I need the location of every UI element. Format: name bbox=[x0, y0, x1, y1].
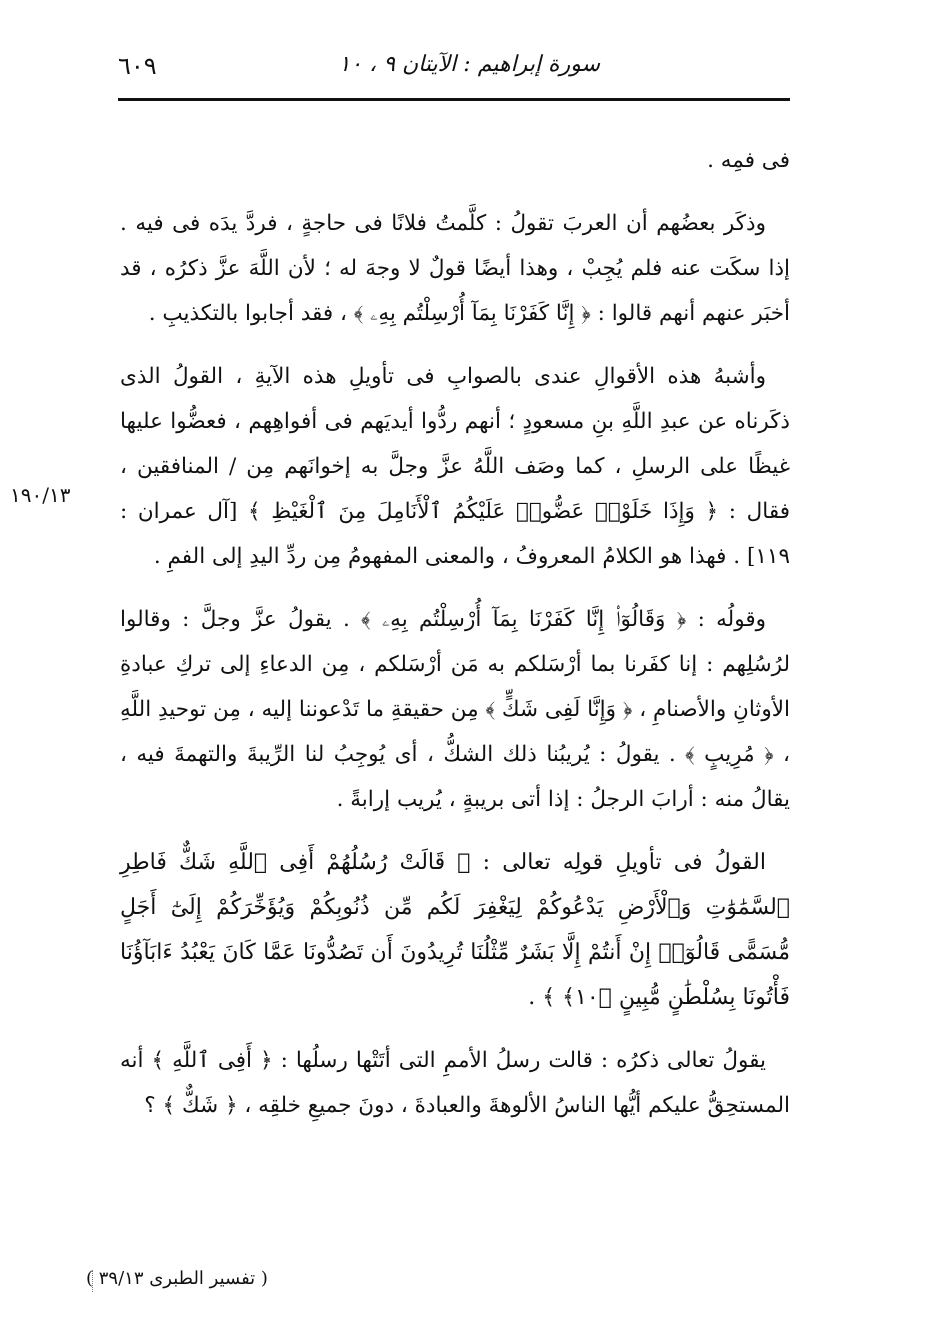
running-title: سورة إبراهيم : الآيتان ٩ ، ١٠ bbox=[338, 52, 600, 77]
page-header bbox=[118, 50, 790, 94]
page-number: ٦٠٩ bbox=[118, 52, 157, 80]
margin-reference: ١٩٠/١٣ bbox=[10, 483, 71, 507]
paragraph-2: وذكَر بعضُهم أن العربَ تقولُ : كلَّمتُ فلانًا فى حاجةٍ ، فردَّ يدَه فى فيه . إذا سكَت عنه فلم يُجِبْ ، وهذا أيضًا قولٌ لا وجهَ له ؛ لأن اللَّهَ عزَّ ذكرُه ، قد أخبَر عنهم أنهم قالوا : ﴿ إِنَّا كَفَرْنَا بِمَآ أُرْسِلْتُم بِهِۦ ﴾ ، فقد أجابوا بالتكذيبِ . bbox=[120, 211, 790, 326]
paragraph-1: فى فمِه . bbox=[707, 148, 790, 173]
footer-note: ( تفسير الطبرى ٣٩/١٣ ) bbox=[86, 1268, 268, 1289]
paragraph-5: القولُ فى تأويلِ قولِه تعالى : ﴿ قَالَتْ رُسُلُهُمْ أَفِى ٱللَّهِ شَكٌّ فَاطِرِ ٱلسَّمَٰوَٰتِ وَٱلْأَرْضِ يَدْعُوكُمْ لِيَغْفِرَ لَكُم مِّن ذُنُوبِكُمْ وَيُؤَخِّرَكُمْ إِلَىٰٓ أَجَلٍ مُّسَمًّى قَالُوٓا۟ إِنْ أَنتُمْ إِلَّا بَشَرٌ مِّثْلُنَا تُرِيدُونَ أَن تَصُدُّونَا عَمَّا كَانَ يَعْبُدُ ءَابَآؤُنَا فَأْتُونَا بِسُلْطَٰنٍ مُّبِينٍ ﴿١٠﴾ ﴾ . bbox=[120, 850, 790, 1010]
paragraph-6: يقولُ تعالى ذكرُه : قالت رسلُ الأممِ التى أتَتْها رسلُها : ﴿ أَفِى ٱللَّهِ ﴾ أنه المستحِقُّ عليكم أيُّها الناسُ الألوهةَ والعبادةَ ، دونَ جميعِ خلقِه ، ﴿ شَكٌّ ﴾ ؟ bbox=[120, 1048, 790, 1118]
header-divider bbox=[118, 98, 790, 101]
paragraph-3: وأشبهُ هذه الأقوالِ عندى بالصوابِ فى تأويلِ هذه الآيةِ ، القولُ الذى ذكَرناه عن عبدِ اللَّهِ بنِ مسعودٍ ؛ أنهم ردُّوا أيديَهم فى أفواهِهم ، فعضُّوا عليها غيظًا على الرسلِ ، كما وصَف اللَّهُ عزَّ وجلَّ به إخوانَهم مِن / المنافقين ، فقال : ﴿ وَإِذَا خَلَوْا۟ عَضُّوا۟ عَلَيْكُمُ ٱلْأَنَامِلَ مِنَ ٱلْغَيْظِ ﴾ [آل عمران : ١١٩] . فهذا هو الكلامُ المعروفُ ، والمعنى المفهومُ مِن ردِّ اليدِ إلى الفمِ . bbox=[120, 364, 790, 569]
paragraph-4: وقولُه : ﴿ وَقَالُوٓا۟ إِنَّا كَفَرْنَا بِمَآ أُرْسِلْتُم بِهِۦ ﴾ . يقولُ عزَّ وجلَّ : وقالوا لرُسُلِهم : إنا كفَرنا بما أرْسَلكم به مَن أرْسَلكم ، مِن الدعاءِ إلى تركِ عبادةِ الأوثانِ والأصنامِ ، ﴿ وَإِنَّا لَفِى شَكٍّ ﴾ مِن حقيقةِ ما تَدْعوننا إليه ، مِن توحيدِ اللَّهِ ، ﴿ مُرِيبٍ ﴾ . يقولُ : يُريبُنا ذلك الشكُّ ، أى يُوجِبُ لنا الرِّيبةَ والتهمةَ فيه ، يقالُ منه : أرابَ الرجلُ : إذا أتى بريبةٍ ، يُريب إرابةً . bbox=[120, 607, 790, 812]
main-text bbox=[120, 138, 790, 1128]
